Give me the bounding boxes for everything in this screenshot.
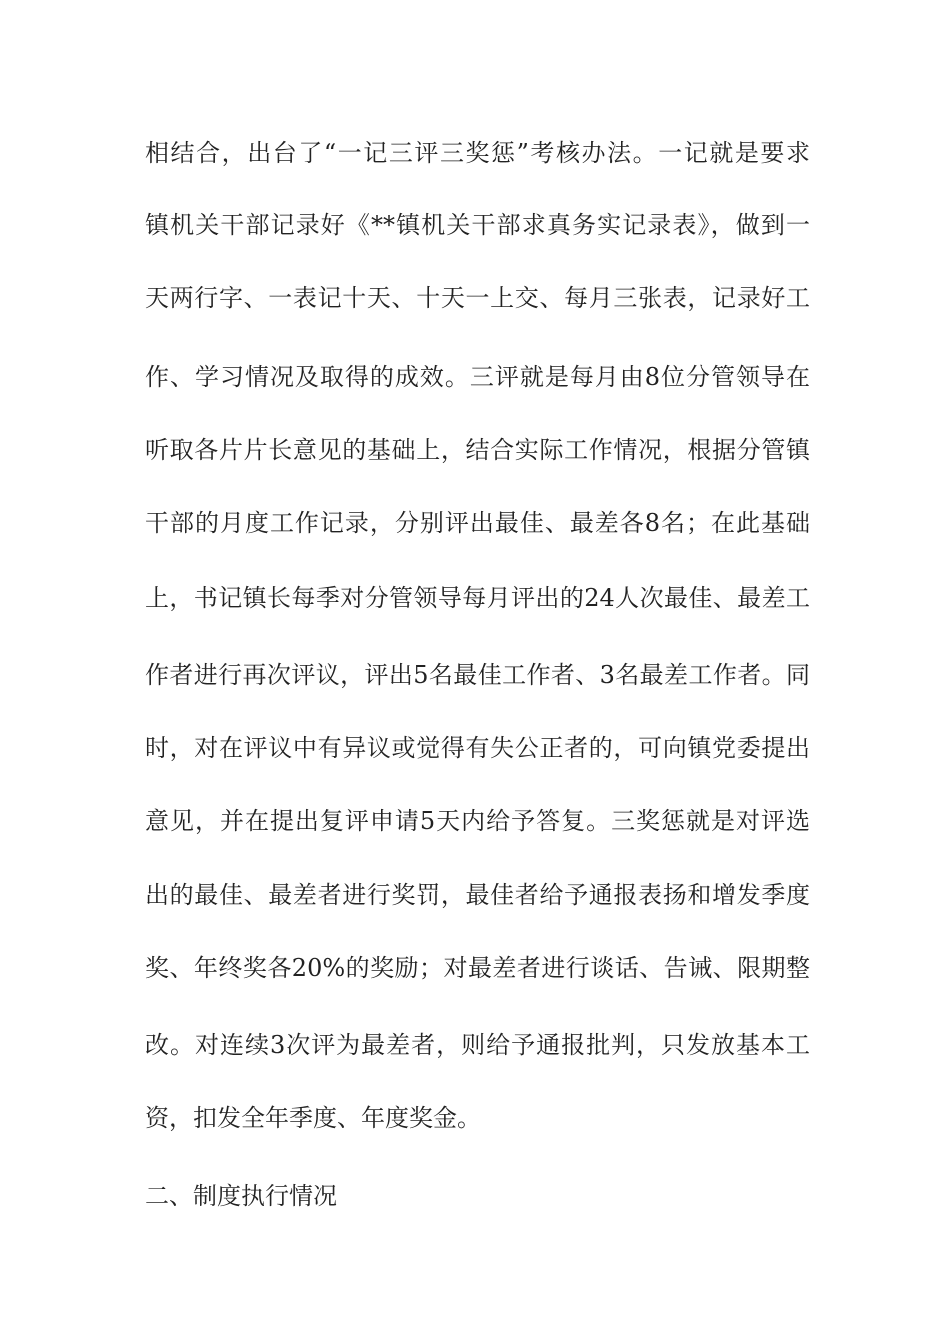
paragraph-line-1: 相结合，出台了“一记三评三奖惩”考核办法。一记就是要求 (145, 139, 810, 167)
paragraph-line-10: 意见，并在提出复评申请5天内给予答复。三奖惩就是对评选 (145, 807, 810, 835)
paragraph-line-13: 改。对连续3次评为最差者，则给予通报批判，只发放基本工 (145, 1031, 810, 1059)
paragraph-line-5: 听取各片片长意见的基础上，结合实际工作情况，根据分管镇 (145, 436, 810, 464)
paragraph-line-4: 作、学习情况及取得的成效。三评就是每月由8位分管领导在 (145, 363, 810, 391)
section-heading: 二、制度执行情况 (145, 1182, 337, 1210)
paragraph-line-9: 时，对在评议中有异议或觉得有失公正者的，可向镇党委提出 (145, 734, 810, 762)
paragraph-line-6: 干部的月度工作记录，分别评出最佳、最差各8名；在此基础 (145, 509, 810, 537)
paragraph-line-11: 出的最佳、最差者进行奖罚，最佳者给予通报表扬和增发季度 (145, 881, 810, 909)
paragraph-line-8: 作者进行再次评议，评出5名最佳工作者、3名最差工作者。同 (145, 661, 810, 689)
paragraph-line-3: 天两行字、一表记十天、十天一上交、每月三张表，记录好工 (145, 284, 810, 312)
paragraph-line-2: 镇机关干部记录好《**镇机关干部求真务实记录表》，做到一 (145, 211, 810, 239)
paragraph-line-12: 奖、年终奖各20%的奖励；对最差者进行谈话、告诫、限期整 (145, 954, 810, 982)
paragraph-line-7: 上，书记镇长每季对分管领导每月评出的24人次最佳、最差工 (145, 584, 810, 612)
paragraph-line-14: 资，扣发全年季度、年度奖金。 (145, 1104, 481, 1132)
